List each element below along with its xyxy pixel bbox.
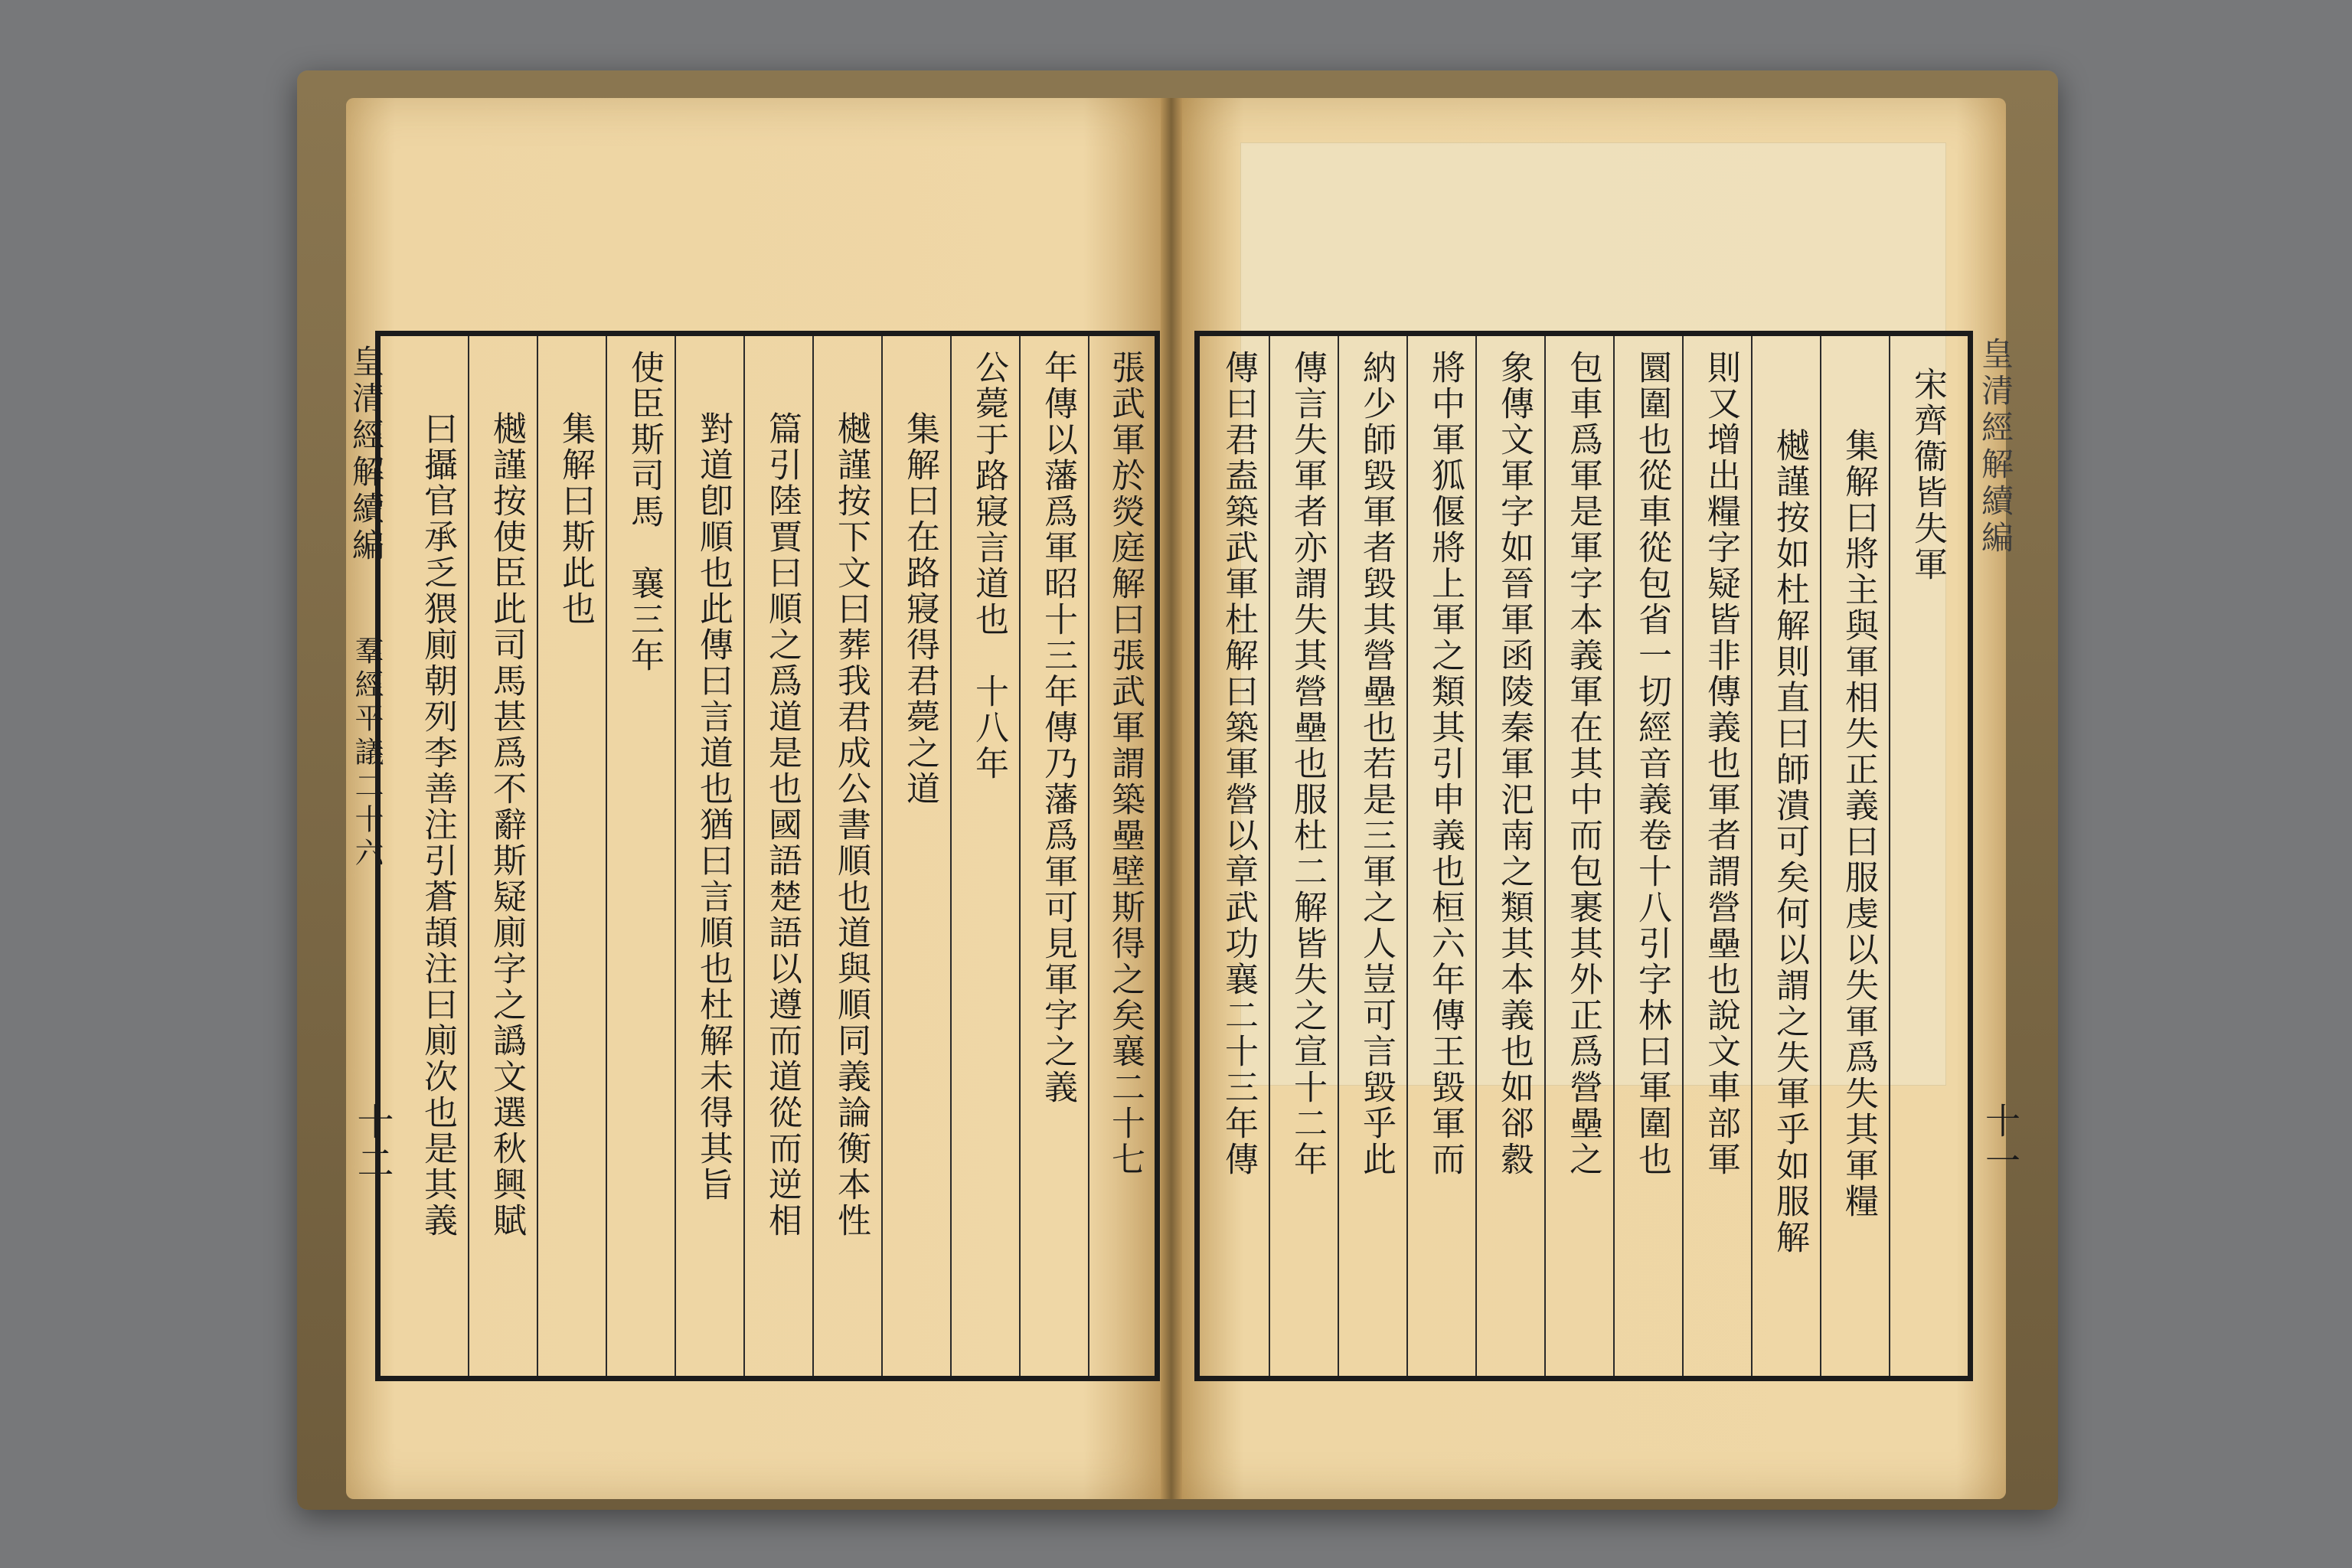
text-column: 使臣斯司馬 襄三年: [625, 350, 664, 674]
left-margin-section: 羣經平議二十六: [350, 635, 384, 871]
text-column: 樾謹按如杜解則直曰師潰可矣何以謂之失軍乎如服解: [1770, 428, 1809, 1256]
text-column: 集解曰在路寢得君薨之道: [900, 411, 939, 807]
text-column: 曰攝官承乏猥廁朝列李善注引蒼頡注曰廁次也是其義: [418, 411, 457, 1239]
text-column: 宋齊衞皆失軍: [1908, 367, 1947, 583]
text-column: 傳言失軍者亦謂失其營壘也服杜二解皆失之宣十二年: [1288, 350, 1327, 1178]
text-column: 集解曰斯此也: [556, 411, 595, 627]
text-column: 年傳以藩爲軍昭十三年傳乃藩爲軍可見軍字之義: [1038, 350, 1077, 1106]
text-column: 篇引陸賈曰順之爲道是也國語楚語以遵而道從而逆相: [763, 411, 802, 1239]
left-text-frame: [375, 331, 1160, 1381]
right-margin-title: 皇清經解續編: [1977, 337, 2014, 557]
text-column: 對道卽順也此傳曰言道也猶曰言順也杜解未得其旨: [694, 411, 733, 1203]
left-margin-folio: 十二: [351, 1102, 394, 1185]
text-column: 圜圍也從車從包省一切經音義卷十八引字林曰軍圍也: [1632, 350, 1671, 1178]
text-column: 則又增出糧字疑皆非傳義也軍者謂營壘也說文車部軍: [1701, 350, 1740, 1178]
text-column: 張武軍於熒庭解曰張武軍謂築壘壁斯得之矣襄二十七: [1106, 350, 1145, 1178]
text-column: 樾謹按下文曰葬我君成公書順也道與順同義論衡本性: [831, 411, 871, 1239]
left-margin-title: 皇清經解續編: [348, 345, 385, 565]
text-column: 樾謹按使臣此司馬甚爲不辭斯疑廁字之譌文選秋興賦: [487, 411, 526, 1239]
text-column: 將中軍狐偃將上軍之類其引申義也桓六年傳王毀軍而: [1426, 350, 1465, 1178]
text-column: 象傳文軍字如晉軍函陵秦軍汜南之類其本義也如郤縠: [1494, 350, 1534, 1178]
text-column: 納少師毀軍者毀其營壘也若是三軍之人豈可言毀乎此: [1357, 350, 1396, 1178]
text-column: 公薨于路寢言道也 十八年: [969, 350, 1008, 782]
text-column: 包車爲軍是軍字本義軍在其中而包裹其外正爲營壘之: [1563, 350, 1602, 1178]
right-text-frame: [1194, 331, 1973, 1381]
text-column: 集解曰將主與軍相失正義曰服虔以失軍爲失其軍糧: [1839, 428, 1878, 1220]
text-column: 傳曰君盍築武軍杜解曰築軍營以章武功襄二十三年傳: [1219, 350, 1258, 1178]
right-margin-folio: 十一: [1980, 1102, 2021, 1182]
book-gutter: [1161, 98, 1182, 1499]
